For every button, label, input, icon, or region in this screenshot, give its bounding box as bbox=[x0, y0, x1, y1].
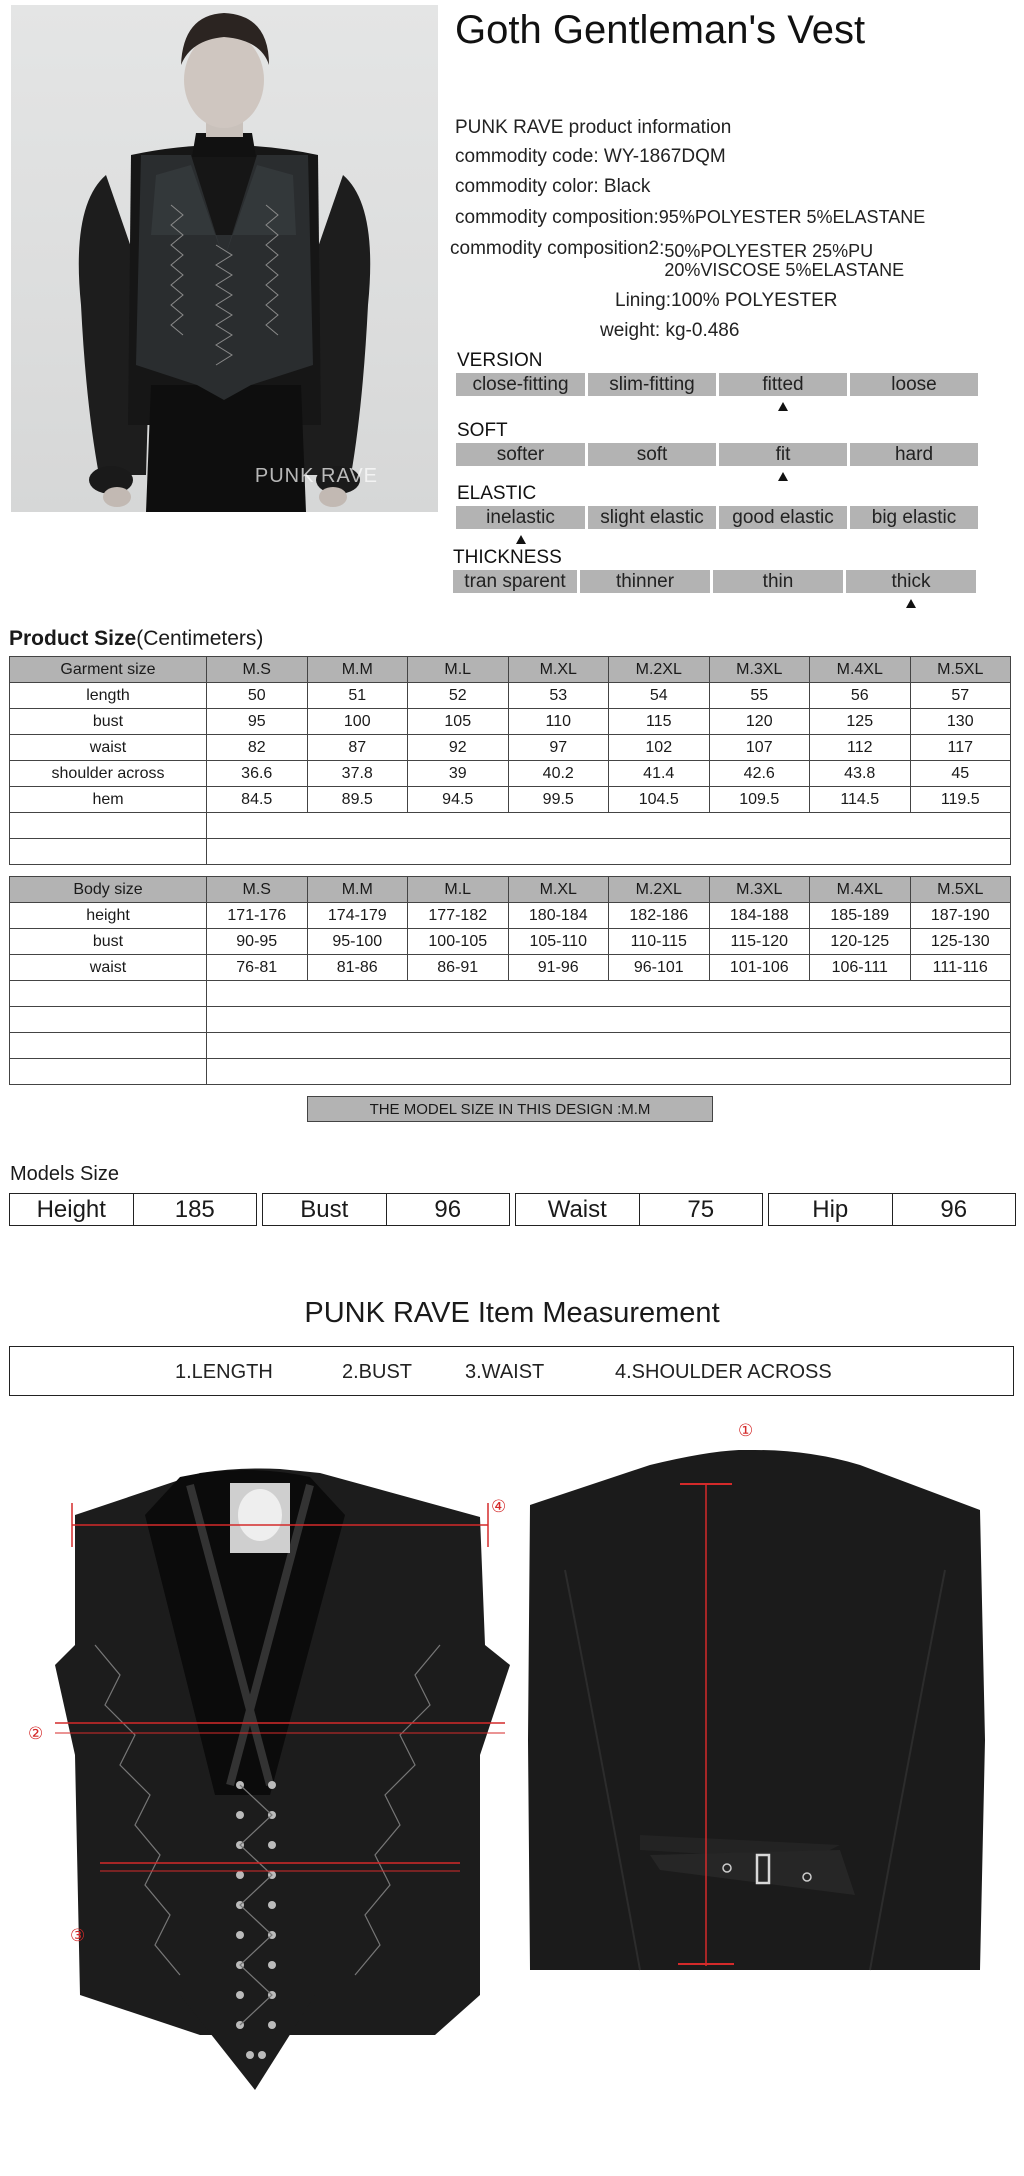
table-cell: 55 bbox=[709, 683, 810, 709]
table-cell: 104.5 bbox=[609, 787, 710, 813]
table-header-size: M.5XL bbox=[910, 657, 1011, 683]
attribute-option bbox=[713, 570, 843, 593]
attribute-option bbox=[456, 373, 585, 396]
table-cell: 87 bbox=[307, 735, 408, 761]
table-cell: 110-115 bbox=[609, 929, 710, 955]
weight-row bbox=[600, 320, 739, 342]
table-header-size: M.XL bbox=[508, 657, 609, 683]
body-size-table bbox=[9, 876, 1011, 1085]
table-cell: 51 bbox=[307, 683, 408, 709]
marker-waist: ③ bbox=[70, 1926, 86, 1945]
table-cell: 50 bbox=[207, 683, 308, 709]
table-header-size: M.5XL bbox=[910, 877, 1011, 903]
table-cell: 40.2 bbox=[508, 761, 609, 787]
attribute-option-label: good elastic bbox=[732, 507, 834, 528]
table-cell: 101-106 bbox=[709, 955, 810, 981]
commodity-composition-row bbox=[455, 207, 925, 229]
commodity-color-value: Black bbox=[603, 176, 651, 197]
commodity-color-row bbox=[455, 176, 650, 198]
model-photo bbox=[11, 5, 438, 512]
commodity-composition2-row bbox=[450, 238, 904, 280]
empty-table-row bbox=[10, 839, 1011, 865]
table-cell: 112 bbox=[810, 735, 911, 761]
empty-cell bbox=[207, 1033, 1011, 1059]
product-size-title: Product Size bbox=[9, 627, 137, 650]
measurement-item-waist: 3.WAIST bbox=[465, 1361, 545, 1383]
table-header-size: M.2XL bbox=[609, 877, 710, 903]
table-cell: 82 bbox=[207, 735, 308, 761]
composition-value: 95%POLYESTER 5%ELASTANE bbox=[658, 207, 926, 227]
attribute-option bbox=[846, 570, 976, 593]
body-size-header-row bbox=[10, 877, 1011, 903]
composition2-value bbox=[664, 238, 904, 280]
marker-bust: ② bbox=[28, 1724, 44, 1743]
table-row-label: height bbox=[10, 903, 207, 929]
model-hip-value: 96 bbox=[892, 1194, 1016, 1225]
table-row-label: bust bbox=[10, 709, 207, 735]
attribute-scale-elastic bbox=[456, 506, 978, 529]
table-cell: 92 bbox=[408, 735, 509, 761]
table-row bbox=[10, 709, 1011, 735]
table-row bbox=[10, 735, 1011, 761]
lining-value: 100% POLYESTER bbox=[671, 290, 838, 311]
attribute-label-elastic: ELASTIC bbox=[457, 483, 537, 504]
table-header-size: M.L bbox=[408, 877, 509, 903]
table-cell: 41.4 bbox=[609, 761, 710, 787]
attribute-option-label: fitted bbox=[762, 374, 804, 395]
composition-label: commodity composition: bbox=[455, 207, 659, 228]
model-bust-label: Bust bbox=[300, 1195, 349, 1223]
composition2-label: commodity composition2: bbox=[450, 238, 665, 259]
product-title: Goth Gentleman's Vest bbox=[455, 8, 866, 52]
model-hip-label: Hip bbox=[812, 1195, 849, 1223]
empty-cell bbox=[10, 981, 207, 1007]
table-header-size: M.M bbox=[307, 657, 408, 683]
table-cell: 100-105 bbox=[408, 929, 509, 955]
measurement-title: PUNK RAVE Item Measurement bbox=[304, 1297, 720, 1329]
commodity-code-row bbox=[455, 146, 726, 168]
table-cell: 39 bbox=[408, 761, 509, 787]
table-cell: 56 bbox=[810, 683, 911, 709]
table-cell: 90-95 bbox=[207, 929, 308, 955]
table-cell: 125-130 bbox=[910, 929, 1011, 955]
table-cell: 102 bbox=[609, 735, 710, 761]
table-cell: 187-190 bbox=[910, 903, 1011, 929]
table-cell: 81-86 bbox=[307, 955, 408, 981]
measurement-item-length: 1.LENGTH bbox=[175, 1361, 273, 1383]
empty-cell bbox=[10, 1033, 207, 1059]
models-size-title: Models Size bbox=[10, 1163, 119, 1185]
empty-cell bbox=[207, 1007, 1011, 1033]
attribute-scale-thickness bbox=[453, 570, 976, 593]
table-cell: 52 bbox=[408, 683, 509, 709]
empty-table-row bbox=[10, 1033, 1011, 1059]
table-cell: 119.5 bbox=[910, 787, 1011, 813]
composition2-line2: 20%VISCOSE 5%ELASTANE bbox=[664, 260, 905, 280]
selected-marker-icon bbox=[516, 535, 526, 544]
commodity-code-value: WY-1867DQM bbox=[603, 146, 726, 167]
table-cell: 109.5 bbox=[709, 787, 810, 813]
table-row bbox=[10, 761, 1011, 787]
attribute-label-version: VERSION bbox=[457, 350, 543, 371]
table-cell: 100 bbox=[307, 709, 408, 735]
vest-back-illustration bbox=[520, 1450, 990, 2070]
empty-cell bbox=[10, 1059, 207, 1085]
table-cell: 110 bbox=[508, 709, 609, 735]
table-cell: 57 bbox=[910, 683, 1011, 709]
table-cell: 91-96 bbox=[508, 955, 609, 981]
attribute-option-label: thin bbox=[762, 571, 794, 592]
table-header-label: Body size bbox=[10, 877, 207, 903]
model-waist-box bbox=[515, 1193, 763, 1226]
attribute-option-label: inelastic bbox=[486, 507, 555, 528]
attribute-label-soft: SOFT bbox=[457, 420, 508, 441]
attribute-option-label: loose bbox=[891, 374, 937, 395]
table-cell: 76-81 bbox=[207, 955, 308, 981]
lining-label: Lining: bbox=[615, 290, 671, 311]
attribute-option-label: slim-fitting bbox=[609, 374, 695, 395]
table-header-size: M.2XL bbox=[609, 657, 710, 683]
table-cell: 36.6 bbox=[207, 761, 308, 787]
attribute-option-label: hard bbox=[894, 444, 934, 465]
attribute-option bbox=[588, 373, 716, 396]
table-row-label: length bbox=[10, 683, 207, 709]
lining-row bbox=[615, 290, 838, 312]
attribute-option bbox=[719, 373, 847, 396]
attribute-option-label: thick bbox=[891, 571, 931, 592]
table-cell: 184-188 bbox=[709, 903, 810, 929]
table-cell: 185-189 bbox=[810, 903, 911, 929]
table-row bbox=[10, 903, 1011, 929]
table-cell: 106-111 bbox=[810, 955, 911, 981]
model-height-label: Height bbox=[36, 1195, 106, 1223]
table-row-label: bust bbox=[10, 929, 207, 955]
table-cell: 95-100 bbox=[307, 929, 408, 955]
attribute-option-label: close-fitting bbox=[472, 374, 569, 395]
empty-table-row bbox=[10, 1059, 1011, 1085]
empty-cell bbox=[10, 1007, 207, 1033]
attribute-option-label: softer bbox=[496, 444, 545, 465]
attribute-option-label: tran sparent bbox=[464, 571, 566, 592]
empty-cell bbox=[10, 839, 207, 865]
table-row-label: shoulder across bbox=[10, 761, 207, 787]
table-cell: 120-125 bbox=[810, 929, 911, 955]
model-waist-label: Waist bbox=[547, 1195, 607, 1223]
weight-value: kg-0.486 bbox=[665, 320, 740, 341]
product-size-unit: (Centimeters) bbox=[136, 627, 264, 650]
attribute-option bbox=[850, 373, 978, 396]
table-cell: 130 bbox=[910, 709, 1011, 735]
table-cell: 125 bbox=[810, 709, 911, 735]
table-cell: 53 bbox=[508, 683, 609, 709]
attribute-option bbox=[456, 506, 585, 529]
attribute-option bbox=[580, 570, 710, 593]
attribute-option bbox=[588, 443, 716, 466]
attribute-option bbox=[453, 570, 577, 593]
empty-cell bbox=[207, 981, 1011, 1007]
table-row bbox=[10, 683, 1011, 709]
model-bust-box bbox=[262, 1193, 510, 1226]
vest-back-image bbox=[520, 1450, 990, 2070]
composition2-line1: 50%POLYESTER 25%PU bbox=[664, 241, 874, 261]
table-header-size: M.XL bbox=[508, 877, 609, 903]
attribute-label-thickness: THICKNESS bbox=[453, 547, 562, 568]
table-cell: 115-120 bbox=[709, 929, 810, 955]
table-cell: 120 bbox=[709, 709, 810, 735]
marker-length: ① bbox=[738, 1421, 754, 1440]
marker-shoulder-across: ④ bbox=[491, 1497, 507, 1516]
table-row-label: waist bbox=[10, 955, 207, 981]
table-header-size: M.3XL bbox=[709, 657, 810, 683]
models-size-row bbox=[9, 1193, 1016, 1226]
selected-marker-icon bbox=[778, 402, 788, 411]
attribute-option-label: soft bbox=[636, 444, 668, 465]
table-header-size: M.4XL bbox=[810, 877, 911, 903]
empty-cell bbox=[10, 813, 207, 839]
commodity-color-label: commodity color: bbox=[455, 176, 599, 197]
table-cell: 84.5 bbox=[207, 787, 308, 813]
table-header-size: M.L bbox=[408, 657, 509, 683]
empty-cell bbox=[207, 1059, 1011, 1085]
table-header-size: M.S bbox=[207, 657, 308, 683]
attribute-option-label: thinner bbox=[615, 571, 675, 592]
vest-front-image bbox=[40, 1455, 510, 2095]
table-row-label: waist bbox=[10, 735, 207, 761]
table-cell: 114.5 bbox=[810, 787, 911, 813]
model-waist-value: 75 bbox=[639, 1194, 763, 1225]
attribute-option-label: slight elastic bbox=[600, 507, 704, 528]
attribute-option-label: big elastic bbox=[871, 507, 957, 528]
table-cell: 45 bbox=[910, 761, 1011, 787]
table-row bbox=[10, 955, 1011, 981]
table-cell: 42.6 bbox=[709, 761, 810, 787]
model-bust-value: 96 bbox=[386, 1194, 510, 1225]
empty-cell bbox=[207, 813, 1011, 839]
table-header-size: M.3XL bbox=[709, 877, 810, 903]
photo-watermark: PUNK RAVE bbox=[254, 465, 378, 487]
measurement-legend bbox=[9, 1346, 1014, 1396]
selected-marker-icon bbox=[906, 599, 916, 608]
attribute-option bbox=[719, 506, 847, 529]
table-cell: 107 bbox=[709, 735, 810, 761]
measurement-item-bust: 2.BUST bbox=[342, 1361, 413, 1383]
attribute-scale-version bbox=[456, 373, 978, 396]
table-cell: 182-186 bbox=[609, 903, 710, 929]
attribute-option bbox=[588, 506, 716, 529]
model-photo-illustration bbox=[11, 5, 438, 512]
attribute-scale-soft bbox=[456, 443, 978, 466]
attribute-option bbox=[456, 443, 585, 466]
product-size-heading bbox=[9, 627, 263, 651]
table-cell: 105-110 bbox=[508, 929, 609, 955]
table-cell: 97 bbox=[508, 735, 609, 761]
model-height-value: 185 bbox=[133, 1194, 257, 1225]
table-cell: 171-176 bbox=[207, 903, 308, 929]
table-cell: 43.8 bbox=[810, 761, 911, 787]
attribute-option-label: fit bbox=[775, 444, 791, 465]
commodity-code-label: commodity code: bbox=[455, 146, 599, 167]
table-cell: 115 bbox=[609, 709, 710, 735]
empty-cell bbox=[207, 839, 1011, 865]
table-cell: 99.5 bbox=[508, 787, 609, 813]
model-hip-box bbox=[768, 1193, 1016, 1226]
table-cell: 86-91 bbox=[408, 955, 509, 981]
attribute-option bbox=[850, 506, 978, 529]
table-cell: 117 bbox=[910, 735, 1011, 761]
table-header-label: Garment size bbox=[10, 657, 207, 683]
empty-table-row bbox=[10, 1007, 1011, 1033]
selected-marker-icon bbox=[778, 472, 788, 481]
table-cell: 105 bbox=[408, 709, 509, 735]
table-cell: 177-182 bbox=[408, 903, 509, 929]
table-row-label: hem bbox=[10, 787, 207, 813]
model-size-note: THE MODEL SIZE IN THIS DESIGN :M.M bbox=[307, 1096, 713, 1122]
table-row bbox=[10, 929, 1011, 955]
table-cell: 174-179 bbox=[307, 903, 408, 929]
empty-table-row bbox=[10, 981, 1011, 1007]
table-header-size: M.S bbox=[207, 877, 308, 903]
garment-size-header-row bbox=[10, 657, 1011, 683]
table-cell: 111-116 bbox=[910, 955, 1011, 981]
table-cell: 37.8 bbox=[307, 761, 408, 787]
attribute-option bbox=[719, 443, 847, 466]
vest-front-illustration bbox=[40, 1455, 510, 2095]
measurement-item-shoulder-across: 4.SHOULDER ACROSS bbox=[615, 1361, 832, 1383]
table-row bbox=[10, 787, 1011, 813]
weight-label: weight: bbox=[600, 320, 661, 341]
attribute-option bbox=[850, 443, 978, 466]
garment-size-table bbox=[9, 656, 1011, 865]
table-cell: 180-184 bbox=[508, 903, 609, 929]
empty-table-row bbox=[10, 813, 1011, 839]
table-cell: 54 bbox=[609, 683, 710, 709]
brand-info-line: PUNK RAVE product information bbox=[455, 117, 732, 138]
table-cell: 94.5 bbox=[408, 787, 509, 813]
table-header-size: M.M bbox=[307, 877, 408, 903]
model-height-box bbox=[9, 1193, 257, 1226]
table-cell: 89.5 bbox=[307, 787, 408, 813]
table-cell: 96-101 bbox=[609, 955, 710, 981]
table-header-size: M.4XL bbox=[810, 657, 911, 683]
table-cell: 95 bbox=[207, 709, 308, 735]
